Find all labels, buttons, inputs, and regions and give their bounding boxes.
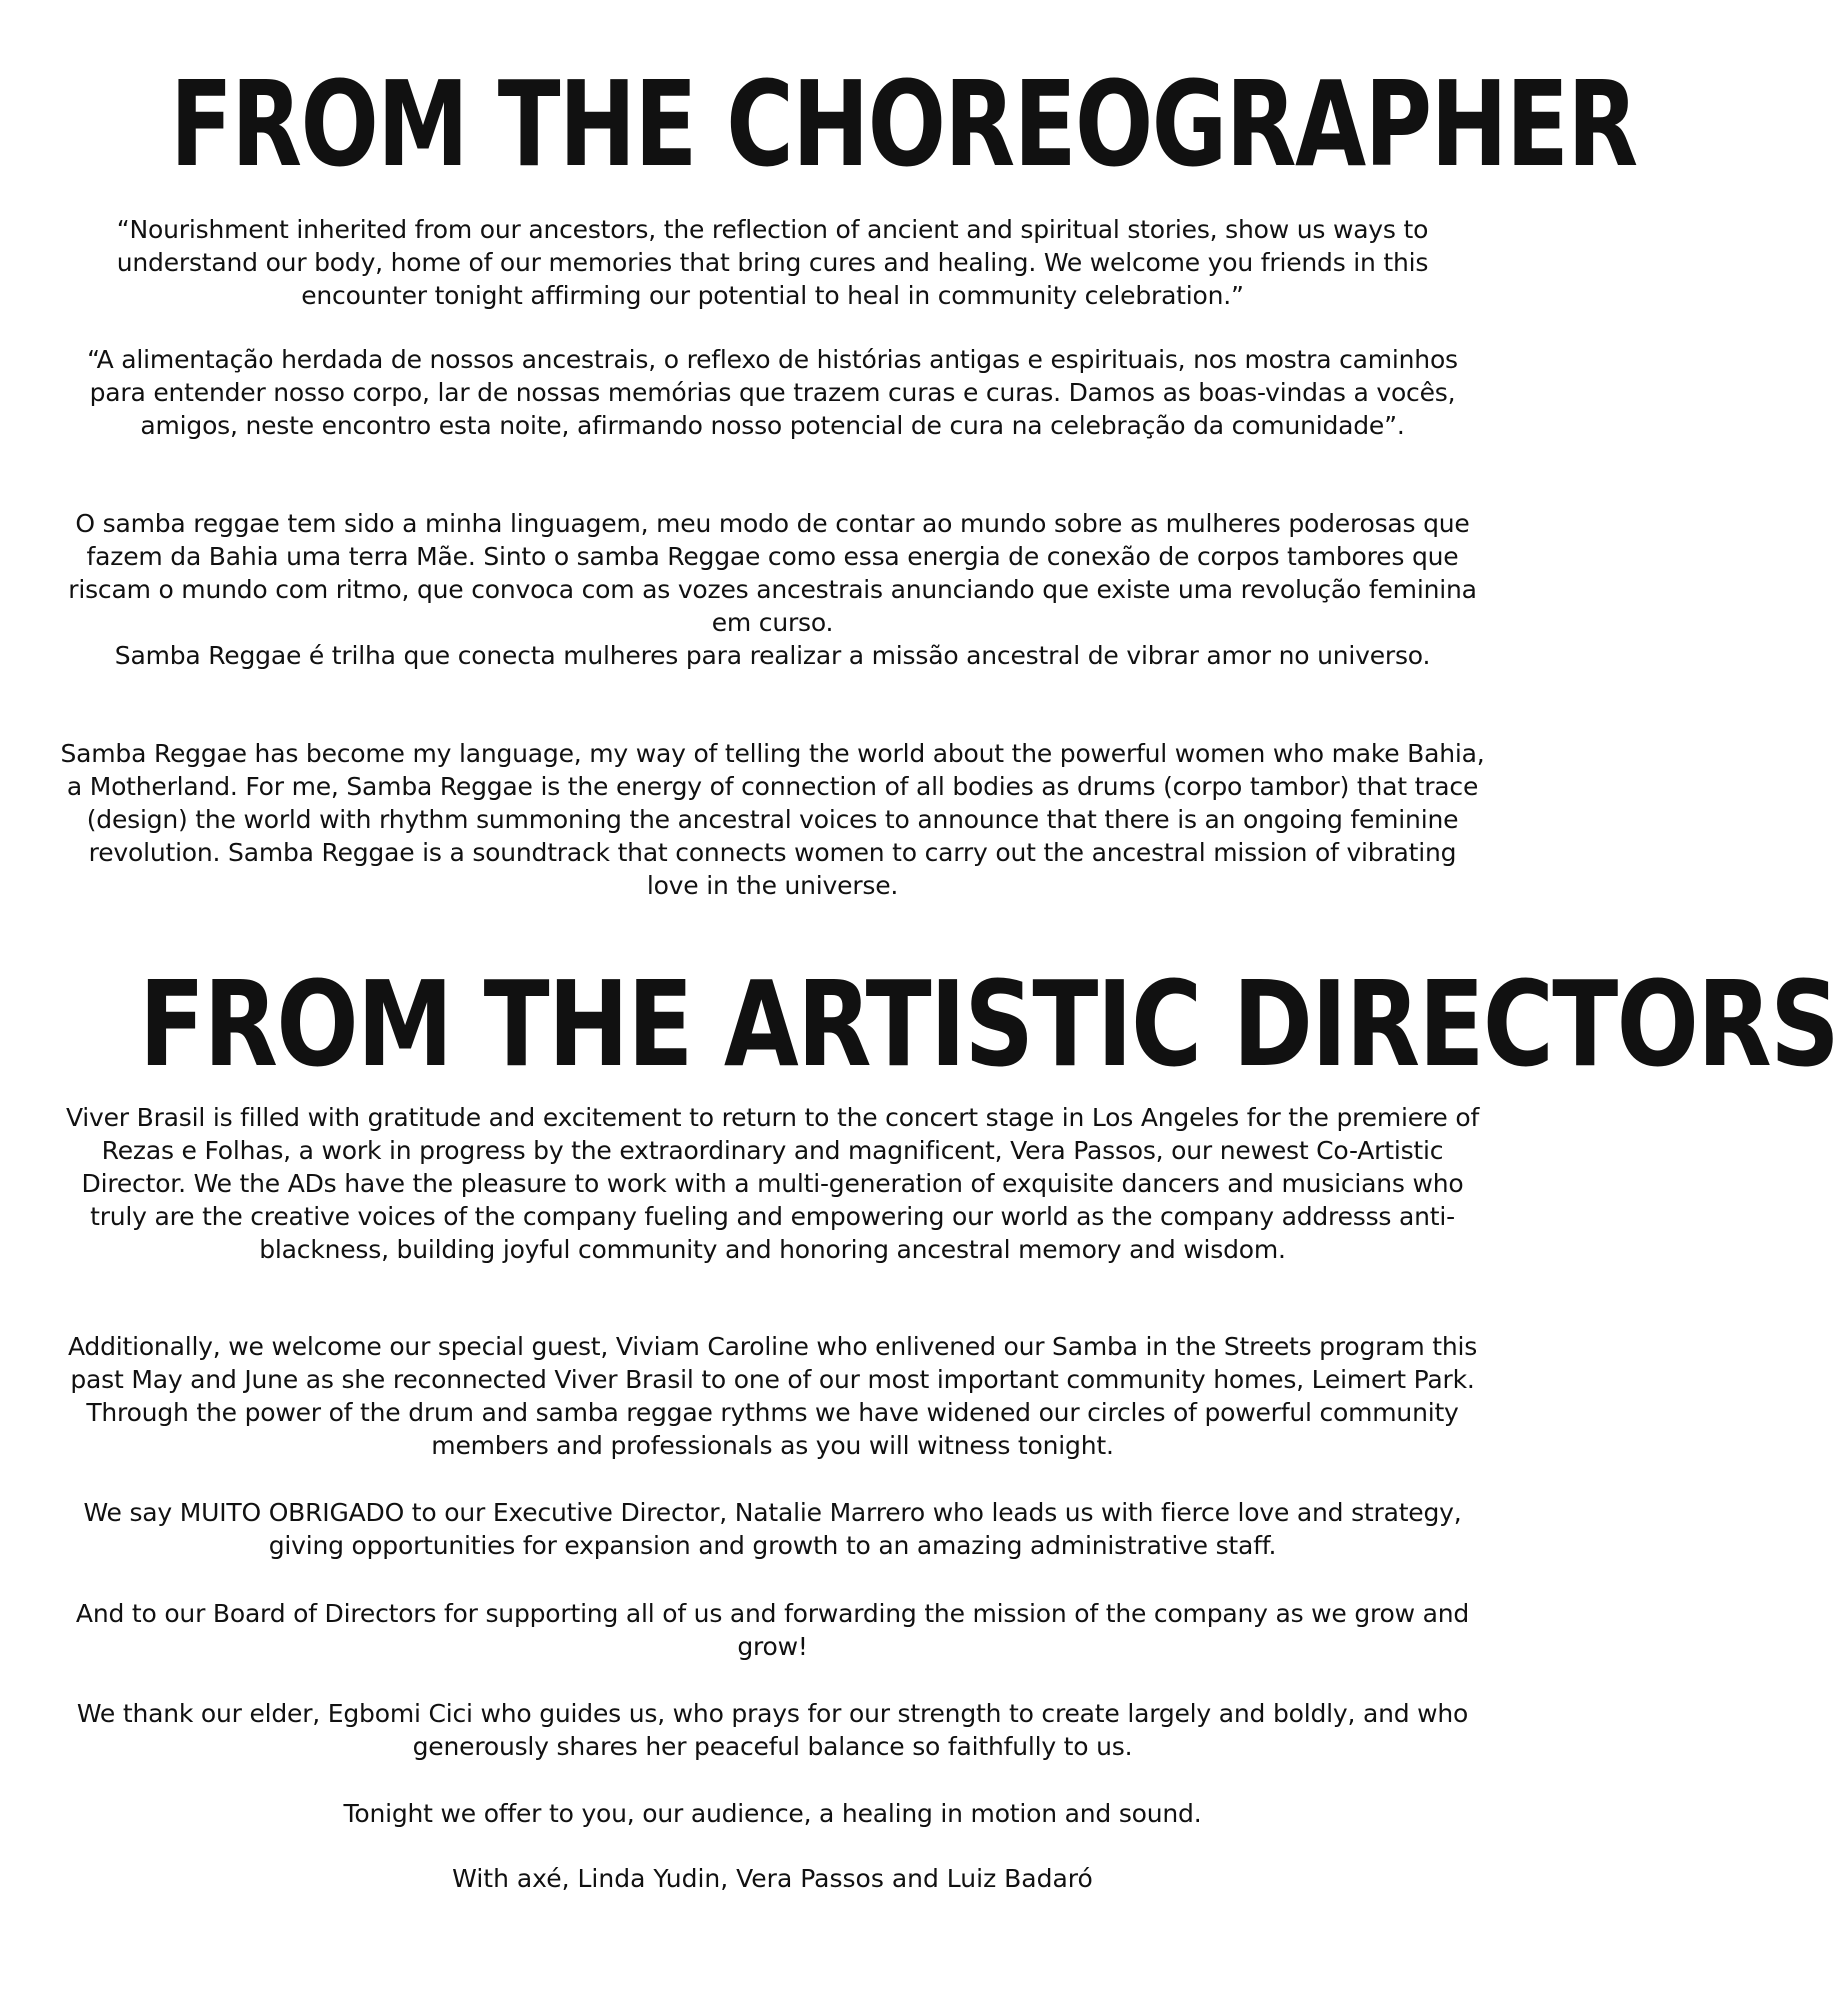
directors-paragraph-board: And to our Board of Directors for supporting all of us and forwarding the mission of the company as we grow and grow! bbox=[75, 1599, 1470, 1661]
choreographer-quote-english: “Nourishment inherited from our ancestors, the reflection of ancient and spiritual stories, show us ways to understand our body, home of our memories that bring cures and healing. We welcome you friends in this encounter tonight affirming our potential to heal in community celebration.” bbox=[116, 215, 1429, 310]
directors-paragraph-gratitude: Viver Brasil is filled with gratitude and excitement to return to the concert stage in Los Angeles for the premiere of Rezas e Folhas, a work in progress by the extraordinary and magnificent, Vera Passos, our newest Co-Artistic Director. We the ADs have the pleasure to work with a multi-generation of exquisite dancers and musicians who truly are the creative voices of the company fueling and empowering our world as the company addresss anti-blackness, building joyful community and honoring ancestral memory and wisdom. bbox=[65, 1103, 1480, 1264]
directors-paragraph-special-guest: Additionally, we welcome our special guest, Viviam Caroline who enlivened our Samba in the Streets program this past May and June as she reconnected Viver Brasil to one of our most important community homes, Leimert Park. Through the power of the drum and samba reggae rythms we have widened our circles of powerful community members and professionals as you will witness tonight. bbox=[67, 1332, 1478, 1460]
choreographer-quote-portuguese: “A alimentação herdada de nossos ancestrais, o reflexo de histórias antigas e espirituais, nos mostra caminhos para entender nosso corpo, lar de nossas memórias que trazem curas e curas. Damos as boas-vindas a vocês, amigos, neste encontro esta noite, afirmando nosso potencial de cura na celebração da comunidade”. bbox=[87, 345, 1458, 440]
directors-signature: With axé, Linda Yudin, Vera Passos and Luiz Badaró bbox=[452, 1864, 1093, 1893]
samba-reggae-portuguese-part-1: O samba reggae tem sido a minha linguagem, meu modo de contar ao mundo sobre as mulheres poderosas que fazem da Bahia uma terra Mãe. Sinto o samba Reggae como essa energia de conexão de corpos tambores que riscam o mundo com ritmo, que convoca com as vozes ancestrais anunciando que existe uma revolução feminina em curso. bbox=[68, 509, 1477, 637]
directors-paragraph-executive-director: We say MUITO OBRIGADO to our Executive Director, Natalie Marrero who leads us with fierce love and strategy, giving opportunities for expansion and growth to an amazing administrative staff. bbox=[83, 1498, 1462, 1560]
artistic-directors-heading: FROM THE ARTISTIC DIRECTORS bbox=[139, 955, 1838, 1093]
samba-reggae-portuguese bbox=[60, 507, 1485, 672]
samba-reggae-portuguese-part-2: Samba Reggae é trilha que conecta mulheres para realizar a missão ancestral de vibrar amor no universo. bbox=[114, 641, 1431, 670]
directors-paragraph-tonight: Tonight we offer to you, our audience, a healing in motion and sound. bbox=[343, 1799, 1202, 1828]
samba-reggae-english: Samba Reggae has become my language, my way of telling the world about the powerful women who make Bahia, a Motherland. For me, Samba Reggae is the energy of connection of all bodies as drums (corpo tambor) that trace (design) the world with rhythm summoning the ancestral voices to announce that there is an ongoing feminine revolution. Samba Reggae is a soundtrack that connects women to carry out the ancestral mission of vibrating love in the universe. bbox=[60, 739, 1485, 900]
directors-paragraph-elder: We thank our elder, Egbomi Cici who guides us, who prays for our strength to create largely and boldly, and who generously shares her peaceful balance so faithfully to us. bbox=[76, 1699, 1469, 1761]
choreographer-heading: FROM THE CHOREOGRAPHER bbox=[169, 55, 1637, 193]
